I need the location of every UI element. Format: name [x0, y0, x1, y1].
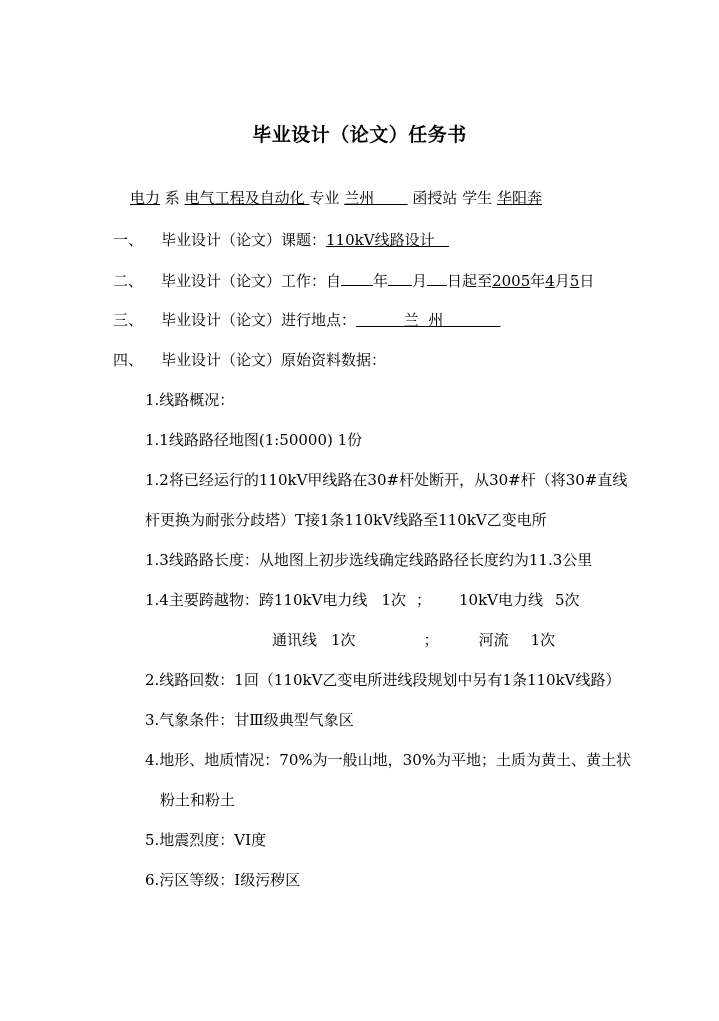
- station-value: 兰州: [344, 189, 375, 207]
- end-month: 4: [545, 272, 555, 290]
- line-2: 2.线路回数：1回（110kV乙变电所进线段规划中另有1条110kV线路）: [145, 671, 621, 689]
- line-4a: 4.地形、地质情况：70%为一般山地，30%为平地；土质为黄土、黄土状: [145, 751, 631, 769]
- student-value: 华阳奔: [496, 189, 542, 207]
- header-line: [130, 188, 542, 208]
- line-1-2a: 1.2将已经运行的110kV甲线路在30#杆处断开，从30#杆（将30#直线: [145, 471, 628, 489]
- document-title: 毕业设计（论文）任务书: [252, 124, 467, 146]
- start-month-blank: [388, 270, 412, 286]
- item-3-value: 兰 州: [403, 311, 444, 329]
- item-1-num: 一、: [113, 231, 144, 249]
- start-day-blank: [427, 270, 447, 286]
- item-3-num: 三、: [113, 311, 144, 329]
- end-day: 5: [569, 272, 580, 290]
- line-6: 6.污区等级：Ⅰ级污秽区: [145, 871, 301, 889]
- item-2-num: 二、: [113, 272, 144, 290]
- student-label: 学生: [462, 189, 493, 207]
- item-4-num: 四、: [113, 351, 144, 369]
- item-2-label: 毕业设计（论文）工作：自: [161, 272, 342, 290]
- item-3: [113, 310, 500, 330]
- line-1-3: 1.3线路路长度：从地图上初步选线确定线路路径长度约为11.3公里: [145, 551, 593, 569]
- major-value: 电气工程及自动化: [184, 189, 305, 207]
- line-1-2b: 杆更换为耐张分歧塔）T接1条110kV线路至110kV乙变电所: [145, 511, 547, 529]
- line-1-4a: 1.4主要跨越物：跨110kV电力线 1次 ； 10kV电力线 5次: [145, 591, 580, 609]
- line-1-1: 1.1线路路径地图(1:50000) 1份: [145, 431, 363, 449]
- start-year-blank: [341, 270, 373, 286]
- item-1-value: 110kV线路设计: [326, 231, 435, 249]
- item-4: [113, 350, 386, 370]
- major-suffix: 专业: [309, 189, 340, 207]
- item-1-label: 毕业设计（论文）课题：: [161, 231, 327, 249]
- item-2: 二、 毕业设计（论文）工作：自 年 月 日起至2005年4月5日: [113, 272, 595, 290]
- end-year: 2005: [492, 272, 531, 290]
- line-1: 1.线路概况：: [145, 391, 235, 409]
- station-suffix: 函授站: [412, 189, 458, 207]
- line-1-4b: 通讯线 1次 ； 河流 1次: [272, 631, 556, 649]
- item-3-label: 毕业设计（论文）进行地点：: [161, 311, 357, 329]
- dept-value: 电力: [130, 189, 161, 207]
- item-1: [113, 230, 449, 250]
- dept-suffix: 系: [164, 189, 180, 207]
- line-3: 3.气象条件：甘Ⅲ级典型气象区: [145, 711, 354, 729]
- line-4b: 粉土和粉土: [160, 791, 236, 809]
- line-5: 5.地震烈度：VI度: [145, 831, 267, 849]
- item-4-label: 毕业设计（论文）原始资料数据：: [161, 351, 387, 369]
